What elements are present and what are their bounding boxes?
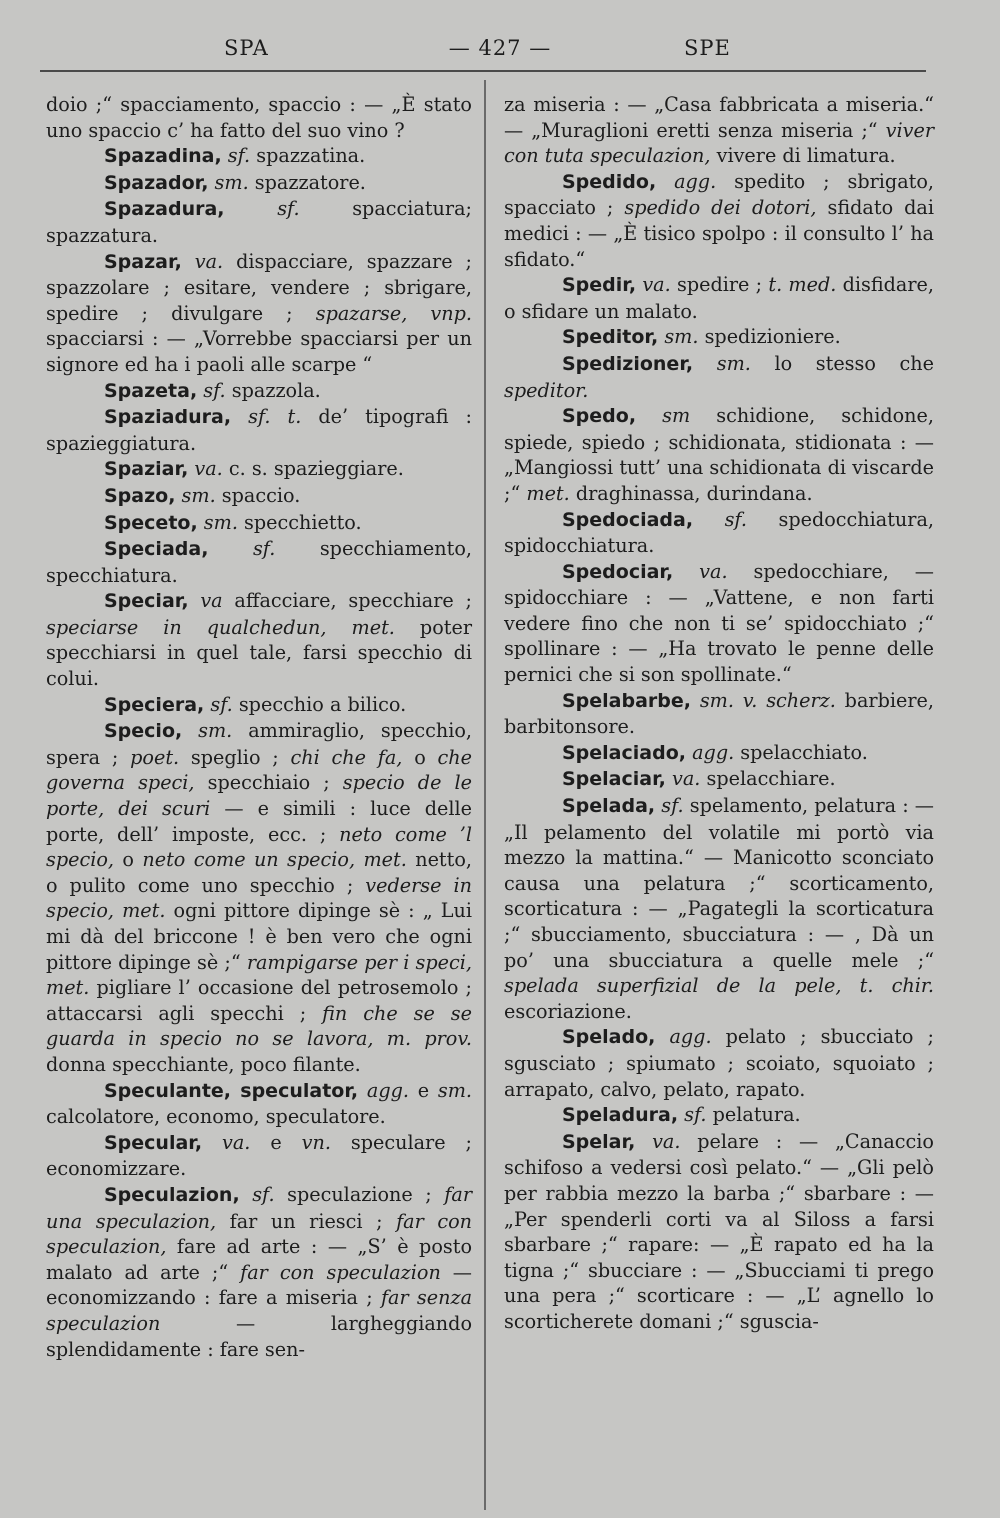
entry-italic-text: va. bbox=[194, 457, 223, 481]
entry-italic-text: che governa speci, bbox=[46, 745, 472, 795]
entry-headword: Spazo, bbox=[104, 484, 176, 507]
entry-headword: Spaziadura, bbox=[104, 406, 232, 429]
entry-text: o bbox=[402, 745, 438, 769]
entry-text: disfidare, o sfidare un malato. bbox=[504, 273, 934, 323]
entry-italic-text: far una speculazion, bbox=[46, 1182, 472, 1233]
entry-text: donna specchiante, poco filante. bbox=[46, 1052, 361, 1076]
entry-text: — largheggiando splendidamente : fare sen- bbox=[46, 1311, 472, 1361]
entry-italic-text: sm. bbox=[437, 1078, 472, 1102]
entry-italic-text: agg. bbox=[674, 169, 717, 193]
entry-italic-text: sf. bbox=[277, 197, 300, 221]
entry-italic-text: sf. bbox=[210, 692, 233, 716]
entry-text: escoriazione. bbox=[504, 999, 632, 1023]
entry-text: spedito ; sbrigato, spacciato ; bbox=[504, 169, 935, 220]
entry-text: e bbox=[250, 1130, 302, 1154]
entry-text: dispacciare, spazzare ; spazzolare ; esitare, vendere ; sbrigare, spedire ; divulgare ; bbox=[46, 249, 472, 325]
entry-text: vivere di limatura. bbox=[710, 144, 896, 168]
entry-italic-text: rampigarse per i speci, met. bbox=[46, 950, 472, 1000]
entry-text: netto, o pulito come uno specchio ; bbox=[46, 848, 472, 897]
entry-headword: Spedizioner, bbox=[562, 352, 694, 375]
entry-headword: Speceto, bbox=[104, 511, 198, 534]
entry-headword: Speciar, bbox=[104, 590, 189, 613]
entry-italic-text: va. bbox=[222, 1130, 251, 1154]
dictionary-entry bbox=[46, 1182, 472, 1362]
entry-text: de’ tipografi : spazieggiatura. bbox=[46, 405, 472, 455]
entry-text: fare ad arte : — „S’ è posto malato ad arte ;“ bbox=[46, 1235, 472, 1284]
entry-italic-text: speciarse in qualchedun, met. bbox=[46, 615, 395, 639]
entry-italic-text: sf. bbox=[252, 1182, 275, 1206]
entry-italic-text: neto come ’l specio, bbox=[46, 822, 472, 872]
entry-text: speculazione ; bbox=[274, 1182, 445, 1206]
entry-text: specchiamento, specchiatura. bbox=[46, 537, 472, 587]
dictionary-entry bbox=[504, 1129, 934, 1335]
entry-text: spazzatore. bbox=[248, 170, 366, 194]
entry-text: schidione, schidone, spiede, spiedo ; schidionata, stidionata : — „Mangiossi tutt’ una schidionata di viscarde ;“ bbox=[504, 404, 934, 505]
entry-italic-text: sm. bbox=[203, 510, 238, 534]
dictionary-entry bbox=[504, 92, 934, 169]
dictionary-entry bbox=[504, 559, 934, 688]
entry-italic-text: viver con tuta speculazion, bbox=[504, 118, 934, 168]
entry-italic-text: spazarse, vnp. bbox=[315, 301, 472, 325]
entry-italic-text: agg. bbox=[692, 740, 735, 764]
entry-italic-text: va bbox=[200, 589, 223, 613]
entry-headword: Speditor, bbox=[562, 326, 659, 349]
entry-text: poter specchiarsi in quel tale, farsi specchio di colui. bbox=[46, 615, 473, 691]
entry-text: za miseria : — „Casa fabbricata a miseria.“ — „Muraglioni eretti senza miseria ;“ bbox=[504, 93, 934, 142]
header-rule bbox=[40, 70, 926, 72]
dictionary-entry bbox=[46, 170, 472, 197]
entry-italic-text: agg. bbox=[669, 1025, 712, 1049]
entry-headword: Specular, bbox=[104, 1131, 203, 1154]
dictionary-entry bbox=[504, 272, 934, 324]
entry-italic-text: t. med. bbox=[768, 273, 837, 297]
entry-headword: Specio, bbox=[104, 720, 183, 743]
entry-italic-text: far senza speculazion bbox=[46, 1286, 473, 1335]
entry-text: spedire ; bbox=[670, 273, 769, 297]
entry-text: draghinassa, durindana. bbox=[569, 481, 813, 505]
entry-headword: Spedir, bbox=[562, 274, 637, 297]
entry-italic-text: spelada superfizial de la pele, t. chir. bbox=[504, 974, 934, 998]
entry-text: specchio a bilico. bbox=[232, 692, 407, 716]
entry-text: spelacchiato. bbox=[734, 740, 868, 764]
dictionary-entry bbox=[46, 404, 472, 456]
entry-italic-text: va. bbox=[672, 767, 701, 791]
entry-headword: Spazadina, bbox=[104, 145, 222, 168]
dictionary-entry bbox=[504, 766, 934, 793]
dictionary-entry bbox=[504, 1024, 934, 1102]
entry-italic-text: sf. bbox=[203, 378, 226, 402]
entry-text: pelato ; sbucciato ; sgusciato ; spiumato ; scoiato, squoiato ; arrapato, calvo, pelato, rapato. bbox=[504, 1025, 934, 1101]
entry-italic-text: va. bbox=[652, 1129, 681, 1153]
entry-italic-text: met. bbox=[526, 481, 570, 505]
entry-italic-text: sm. bbox=[716, 351, 751, 375]
entry-text: e bbox=[408, 1078, 438, 1102]
entry-headword: Spelabarbe, bbox=[562, 689, 692, 712]
entry-italic-text: vederse in specio, met. bbox=[46, 873, 472, 923]
dictionary-entry bbox=[504, 688, 934, 740]
entry-italic-text: vn. bbox=[301, 1130, 331, 1154]
entry-text: spazzola. bbox=[225, 378, 321, 402]
right-column bbox=[504, 92, 934, 1335]
entry-headword: Spaziar, bbox=[104, 458, 189, 481]
entry-text: spedizioniere. bbox=[698, 325, 841, 349]
entry-italic-text: sm. bbox=[664, 325, 699, 349]
entry-text: spazzatina. bbox=[250, 144, 366, 168]
entry-italic-text: sm bbox=[662, 404, 691, 428]
entry-italic-text: agg. bbox=[366, 1078, 409, 1102]
dictionary-entry bbox=[504, 793, 934, 1024]
entry-text: spaccio. bbox=[215, 483, 301, 507]
dictionary-entry bbox=[46, 588, 472, 691]
entry-text: spedocchiatura, spidocchiatura. bbox=[504, 507, 934, 558]
entry-headword: Spelaciado, bbox=[562, 741, 686, 764]
entry-italic-text: va. bbox=[194, 249, 224, 273]
dictionary-entry bbox=[46, 378, 472, 405]
entry-italic-text: sf. bbox=[684, 1103, 707, 1127]
entry-text: doio ;“ spacciamento, spaccio : — „È stato uno spaccio c’ ha fatto del suo vino ? bbox=[46, 93, 472, 142]
entry-headword: Spedo, bbox=[562, 405, 637, 428]
entry-headword: Speciera, bbox=[104, 693, 205, 716]
entry-italic-text: specio de le porte, dei scuri bbox=[46, 771, 472, 821]
entry-italic-text: far con speculazion, bbox=[46, 1209, 472, 1259]
entry-text: ogni pittore dipinge sè : „ Lui mi dà del briccone ! è ben vero che ogni pittore dipinge sè ;“ bbox=[46, 899, 472, 974]
entry-text: o bbox=[114, 848, 143, 872]
entry-headword: Speciada, bbox=[104, 538, 209, 561]
running-head-right: SPE bbox=[684, 36, 731, 60]
dictionary-entry bbox=[46, 143, 472, 170]
entry-italic-text: neto come un specio, met. bbox=[142, 848, 407, 872]
left-column bbox=[46, 92, 472, 1362]
entry-headword: Spedido, bbox=[562, 170, 657, 193]
dictionary-entry bbox=[504, 403, 934, 506]
entry-text: specchiaio ; bbox=[194, 771, 343, 795]
entry-text: speglio ; bbox=[179, 745, 291, 769]
running-head-left: SPA bbox=[224, 36, 269, 60]
dictionary-entry bbox=[46, 718, 472, 1077]
dictionary-entry bbox=[46, 249, 472, 378]
entry-text: speculare ; economizzare. bbox=[46, 1130, 472, 1181]
entry-italic-text: sm. v. scherz. bbox=[699, 688, 836, 712]
entry-headword: Speladura, bbox=[562, 1104, 679, 1127]
dictionary-entry bbox=[46, 510, 472, 537]
entry-italic-text: va. bbox=[642, 273, 671, 297]
entry-text: affacciare, specchiare ; bbox=[222, 589, 472, 613]
entry-italic-text: fin che se se guarda in specio no se lavora, m. prov. bbox=[46, 1001, 472, 1051]
entry-text: — e simili : luce delle porte, dell’ imposte, ecc. ; bbox=[46, 797, 472, 846]
entry-headword: Spazadura, bbox=[104, 198, 225, 221]
entry-headword: Spazeta, bbox=[104, 379, 198, 402]
entry-italic-text: sm. bbox=[198, 719, 233, 743]
entry-text: spelamento, pelatura : — „Il pelamento del volatile mi portò via mezzo la mattina.“ — Manicotto sconciato causa una pelatura ;“ scorticamento, scorticatura : — „Pagategli la scorticatura ;“ sbucciamento, sbucciatura : — , Dà un po’ una sbucciatura a quelle mele ;“ bbox=[504, 794, 934, 972]
entry-text: ammiraglio, specchio, spera ; bbox=[46, 719, 472, 769]
entry-text: sfidato dai medici : — „È tisico spolpo : il consulto l’ ha sfidato.“ bbox=[504, 196, 934, 271]
entry-text: spacciarsi : — „Vorrebbe spacciarsi per un signore ed ha i paoli alle scarpe “ bbox=[46, 327, 472, 376]
dictionary-entry bbox=[504, 169, 934, 272]
entry-text: — economizzando : fare a miseria ; bbox=[46, 1260, 472, 1310]
entry-text: specchietto. bbox=[237, 510, 362, 534]
page-number: — 427 — bbox=[448, 36, 552, 60]
entry-text: far un riesci ; bbox=[216, 1209, 397, 1233]
entry-italic-text: sf. bbox=[661, 794, 684, 818]
dictionary-entry bbox=[46, 196, 472, 248]
dictionary-entry bbox=[46, 1078, 472, 1130]
dictionary-entry bbox=[46, 536, 472, 588]
entry-headword: Spelar, bbox=[562, 1130, 636, 1153]
entry-headword: Spelada, bbox=[562, 795, 656, 818]
entry-italic-text: sf. bbox=[227, 144, 251, 168]
entry-headword: Spedociada, bbox=[562, 508, 694, 531]
entry-italic-text: far con speculazion bbox=[240, 1260, 441, 1284]
dictionary-entry bbox=[504, 740, 934, 767]
dictionary-entry bbox=[46, 692, 472, 719]
entry-text: pigliare l’ occasione del petrosemolo ; attaccarsi agli specchi ; bbox=[46, 976, 472, 1025]
entry-italic-text: sf. t. bbox=[248, 405, 302, 429]
column-divider bbox=[484, 80, 486, 1510]
entry-text: lo stesso che bbox=[750, 351, 934, 375]
entry-headword: Spelaciar, bbox=[562, 768, 666, 791]
entry-headword: Speculante, speculator, bbox=[104, 1079, 359, 1102]
entry-italic-text: poet. bbox=[130, 745, 180, 769]
dictionary-entry bbox=[46, 92, 472, 143]
entry-italic-text: sm. bbox=[181, 483, 216, 507]
entry-text: barbiere, barbitonsore. bbox=[504, 688, 934, 739]
entry-text: calcolatore, economo, speculatore. bbox=[46, 1105, 386, 1129]
entry-italic-text: speditor. bbox=[504, 378, 589, 402]
entry-headword: Spelado, bbox=[562, 1026, 656, 1049]
dictionary-entry bbox=[504, 507, 934, 559]
entry-italic-text: sm. bbox=[214, 170, 249, 194]
entry-headword: Speculazion, bbox=[104, 1183, 240, 1206]
entry-headword: Spazador, bbox=[104, 171, 209, 194]
entry-text: spacciatura; spazzatura. bbox=[46, 197, 472, 247]
dictionary-entry bbox=[46, 483, 472, 510]
dictionary-entry bbox=[46, 456, 472, 483]
entry-italic-text: chi che fa, bbox=[290, 745, 403, 769]
dictionary-entry bbox=[504, 324, 934, 351]
entry-text: spedocchiare, — spidocchiare : — „Vattene, e non farti vedere fino che non ti se’ spidocchiato ;“ spollinare : — „Ha trovato le penne delle pernici che si son spollinate.“ bbox=[504, 559, 934, 687]
entry-text: pelare : — „Canaccio schifoso a vedersi così pelato.“ — „Gli pelò per rabbia mezzo la barba ;“ sbarbare : — „Per spenderli corti va al Siloss a farsi sbarbare ;“ rapare: — „È rapato ed ha la tigna ;“ sbucciare : — „Sbucciami ti prego una pera ;“ scorticare : — „L’ agnello lo scorticherete domani ;“ sguscia- bbox=[504, 1129, 934, 1333]
entry-headword: Spazar, bbox=[104, 250, 182, 273]
entry-italic-text: va. bbox=[699, 559, 728, 583]
entry-italic-text: sf. bbox=[724, 507, 747, 531]
entry-text: pelatura. bbox=[706, 1103, 801, 1127]
dictionary-entry bbox=[504, 351, 934, 403]
entry-text: c. s. spazieggiare. bbox=[222, 457, 404, 481]
dictionary-entry bbox=[46, 1130, 472, 1182]
entry-headword: Spedociar, bbox=[562, 560, 674, 583]
entry-text: spelacchiare. bbox=[700, 767, 836, 791]
dictionary-entry bbox=[504, 1102, 934, 1129]
entry-italic-text: sf. bbox=[252, 537, 276, 561]
entry-italic-text: spedido dei dotori, bbox=[624, 196, 817, 220]
